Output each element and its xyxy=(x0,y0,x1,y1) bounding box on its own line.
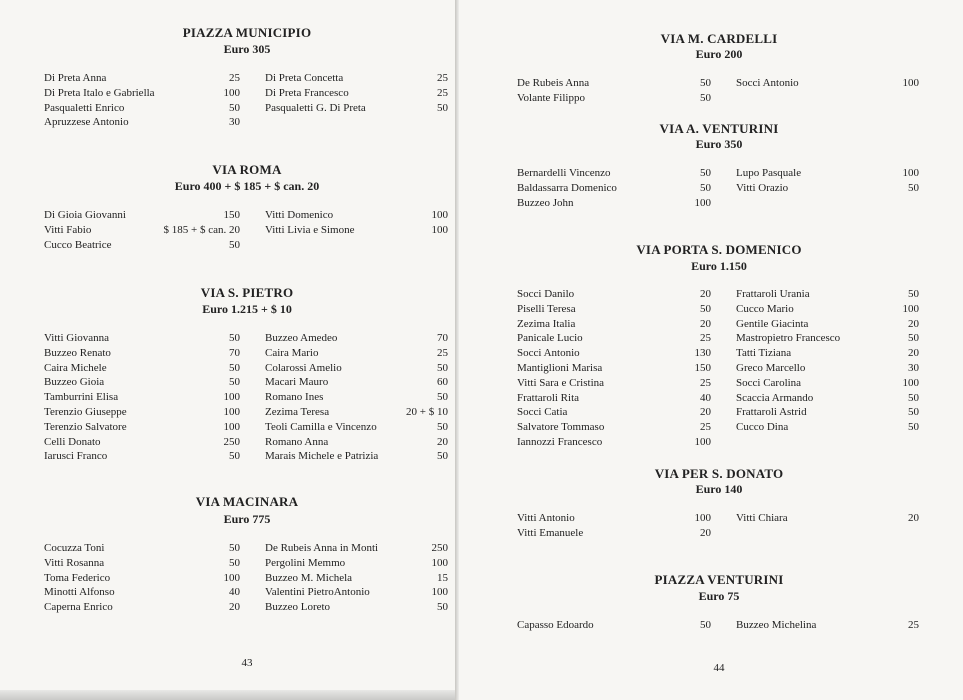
donation-amount: 50 xyxy=(700,91,711,104)
section-total: Euro 1.150 xyxy=(691,259,747,273)
donor-name: Pergolini Memmo xyxy=(265,556,346,569)
donation-amount: 50 xyxy=(229,238,240,251)
donor-name: Tatti Tiziana xyxy=(736,347,792,360)
donor-name: Caperna Enrico xyxy=(44,601,113,614)
donor-name: Vitti Fabio xyxy=(44,223,92,236)
donor-name: Toma Federico xyxy=(44,571,111,584)
donor-name: Cucco Dina xyxy=(736,421,789,434)
donation-amount: 100 xyxy=(431,209,448,221)
section-title: VIA ROMA xyxy=(212,162,282,177)
donation-amount: 100 xyxy=(223,420,240,433)
donor-name: Buzzeo Amedeo xyxy=(265,332,338,344)
donor-name: Gentile Giacinta xyxy=(736,317,809,330)
donation-amount: 25 xyxy=(437,346,448,359)
section-total: Euro 350 xyxy=(695,137,743,151)
donor-name: Vitti Domenico xyxy=(265,209,334,221)
donation-amount: 50 xyxy=(437,391,448,404)
donor-name: Buzzeo Renato xyxy=(44,346,111,359)
donor-name: De Rubeis Anna xyxy=(517,77,590,89)
donation-amount: 30 xyxy=(229,116,240,129)
donation-amount: 50 xyxy=(908,406,919,419)
page-number: 43 xyxy=(241,657,253,669)
donor-name: Cocuzza Toni xyxy=(44,542,105,554)
donation-amount: 250 xyxy=(223,435,240,448)
donor-name: Apruzzese Antonio xyxy=(44,116,129,129)
donation-amount: 20 + $ 10 xyxy=(406,406,448,418)
donation-amount: 15 xyxy=(437,571,448,584)
section-title: VIA PER S. DONATO xyxy=(654,466,784,481)
donation-amount: 50 xyxy=(437,450,448,463)
donor-name: Buzzeo Gioia xyxy=(44,376,105,389)
section-total: Euro 400 + $ 185 + $ can. 20 xyxy=(174,179,320,193)
donation-amount: 130 xyxy=(694,347,711,360)
section-total: Euro 140 xyxy=(695,482,743,496)
donation-amount: 50 xyxy=(700,167,711,179)
donor-name: Di Preta Anna xyxy=(44,72,107,84)
donation-amount: 50 xyxy=(437,601,448,614)
section-total: Euro 200 xyxy=(695,47,743,61)
donation-amount: 50 xyxy=(700,302,711,315)
donation-amount: 20 xyxy=(700,526,711,539)
donor-name: Socci Carolina xyxy=(736,376,802,389)
donation-amount: 50 xyxy=(229,101,240,114)
donor-name: Socci Danilo xyxy=(517,288,575,300)
donation-amount: 50 xyxy=(908,391,919,404)
donor-name: Bernardelli Vincenzo xyxy=(517,167,611,179)
donation-amount: 50 xyxy=(700,619,711,631)
section-title: VIA A. VENTURINI xyxy=(659,121,779,136)
donation-amount: 50 xyxy=(229,332,240,344)
donor-name: Vitti Sara e Cristina xyxy=(517,376,605,389)
donor-name: Vitti Rosanna xyxy=(44,556,105,569)
donation-amount: 40 xyxy=(700,391,711,404)
donation-amount: 100 xyxy=(223,86,240,99)
donor-name: Baldassarra Domenico xyxy=(517,181,617,194)
page-left xyxy=(0,0,455,700)
donation-amount: 50 xyxy=(700,181,711,194)
donor-name: Valentini PietroAntonio xyxy=(265,586,370,599)
donor-name: Cucco Beatrice xyxy=(44,238,112,251)
donor-name: Frattaroli Rita xyxy=(517,391,580,404)
donation-amount: 20 xyxy=(700,406,711,419)
donor-name: Scaccia Armando xyxy=(736,391,814,404)
donation-amount: 20 xyxy=(700,317,711,330)
donation-amount: 25 xyxy=(437,72,448,84)
page-number: 44 xyxy=(713,662,725,674)
donation-amount: 50 xyxy=(908,181,919,194)
donation-amount: 250 xyxy=(431,542,448,554)
section-total: Euro 775 xyxy=(223,512,271,526)
donation-amount: 100 xyxy=(902,376,919,389)
donor-name: Panicale Lucio xyxy=(517,332,583,345)
donor-name: Caira Michele xyxy=(44,361,107,374)
section-total: Euro 1.215 + $ 10 xyxy=(202,302,292,316)
donation-amount: 50 xyxy=(908,421,919,434)
donation-amount: 50 xyxy=(908,332,919,345)
donor-name: Caira Mario xyxy=(265,346,319,359)
donor-name: Volante Filippo xyxy=(517,91,585,104)
donor-name: Frattaroli Astrid xyxy=(736,406,807,419)
donation-amount: 100 xyxy=(902,167,919,179)
donor-name: Lupo Pasquale xyxy=(736,167,802,179)
donor-name: Mantiglioni Marisa xyxy=(517,362,603,374)
donor-name: Romano Anna xyxy=(265,435,329,448)
donation-amount: 100 xyxy=(431,586,448,599)
donation-amount: 25 xyxy=(700,376,711,389)
donation-amount: 20 xyxy=(908,512,919,524)
donation-amount: 100 xyxy=(694,512,711,524)
donation-amount: 20 xyxy=(437,435,448,448)
donation-amount: 20 xyxy=(908,347,919,360)
donor-name: Zezima Teresa xyxy=(265,406,330,418)
section-total: Euro 75 xyxy=(698,589,740,603)
donor-name: Terenzio Salvatore xyxy=(44,420,127,433)
donation-amount: 100 xyxy=(223,406,240,418)
section-title: PIAZZA VENTURINI xyxy=(654,572,784,587)
donation-amount: 25 xyxy=(437,86,448,99)
section-total: Euro 305 xyxy=(223,42,271,56)
donor-name: Vitti Livia e Simone xyxy=(265,223,355,236)
donation-amount: 100 xyxy=(694,436,711,448)
donation-amount: 50 xyxy=(229,361,240,374)
donor-name: Socci Antonio xyxy=(517,347,580,360)
section-title: VIA M. CARDELLI xyxy=(660,31,778,46)
donation-amount: 25 xyxy=(908,619,919,631)
donation-amount: 150 xyxy=(223,209,240,221)
section-title: VIA PORTA S. DOMENICO xyxy=(636,242,802,257)
donor-name: Mastropietro Francesco xyxy=(736,332,841,345)
donor-name: Di Preta Francesco xyxy=(265,86,349,99)
donor-name: Di Preta Italo e Gabriella xyxy=(44,86,155,99)
donation-amount: 50 xyxy=(437,420,448,433)
donation-amount: 25 xyxy=(700,421,711,434)
donor-name: Buzzeo Michelina xyxy=(736,619,817,631)
donation-amount: 70 xyxy=(229,346,240,359)
section-title: VIA S. PIETRO xyxy=(200,285,294,300)
donor-name: Salvatore Tommaso xyxy=(517,421,605,434)
donor-name: Pasqualetti G. Di Preta xyxy=(265,101,366,114)
donor-name: Vitti Giovanna xyxy=(44,332,110,344)
donor-name: Greco Marcello xyxy=(736,362,806,374)
donor-name: De Rubeis Anna in Monti xyxy=(265,542,379,554)
donation-amount: 50 xyxy=(700,77,711,89)
donation-amount: 20 xyxy=(908,317,919,330)
donor-name: Socci Antonio xyxy=(736,77,799,89)
donor-name: Frattaroli Urania xyxy=(736,288,810,300)
section-title: PIAZZA MUNICIPIO xyxy=(182,25,312,40)
donation-amount: 150 xyxy=(694,362,711,374)
donation-amount: 40 xyxy=(229,586,240,599)
donor-name: Teoli Camilla e Vincenzo xyxy=(265,420,377,433)
donation-amount: 100 xyxy=(902,302,919,315)
donation-amount: 100 xyxy=(431,556,448,569)
donation-amount: 70 xyxy=(437,332,448,344)
donor-name: Vitti Orazio xyxy=(736,181,789,194)
donor-name: Pasqualetti Enrico xyxy=(44,101,125,114)
donation-amount: 100 xyxy=(223,571,240,584)
donor-name: Macari Mauro xyxy=(265,376,329,389)
donation-amount: 100 xyxy=(431,223,448,236)
donor-name: Marais Michele e Patrizia xyxy=(265,450,379,463)
donation-amount: 100 xyxy=(694,196,711,209)
donation-amount: 50 xyxy=(437,361,448,374)
donation-amount: 50 xyxy=(437,101,448,114)
section-title: VIA MACINARA xyxy=(195,494,299,509)
donor-name: Di Gioia Giovanni xyxy=(44,209,126,221)
donation-amount: 30 xyxy=(908,362,919,374)
donor-name: Buzzeo M. Michela xyxy=(265,571,353,584)
donor-name: Cucco Mario xyxy=(736,302,794,315)
donation-amount: 100 xyxy=(902,77,919,89)
donor-name: Iannozzi Francesco xyxy=(517,436,603,448)
donor-name: Socci Catia xyxy=(517,406,568,419)
donor-name: Colarossi Amelio xyxy=(265,361,342,374)
donation-amount: 50 xyxy=(229,376,240,389)
donor-name: Vitti Chiara xyxy=(736,512,788,524)
page-right xyxy=(459,0,963,700)
donation-amount: 50 xyxy=(908,288,919,300)
donor-name: Vitti Emanuele xyxy=(517,526,584,539)
donation-amount: 60 xyxy=(437,376,448,389)
donor-name: Iarusci Franco xyxy=(44,450,108,463)
donor-name: Buzzeo Loreto xyxy=(265,601,331,614)
donor-name: Di Preta Concetta xyxy=(265,72,344,84)
donation-amount: 50 xyxy=(229,556,240,569)
donor-name: Piselli Teresa xyxy=(517,302,576,315)
page-bottom-edge xyxy=(0,690,455,700)
donation-amount: 50 xyxy=(229,450,240,463)
donor-name: Vitti Antonio xyxy=(517,512,575,524)
donation-amount: 100 xyxy=(223,391,240,404)
donor-name: Zezima Italia xyxy=(517,317,576,330)
donor-name: Romano Ines xyxy=(265,391,324,404)
donation-amount: 50 xyxy=(229,542,240,554)
donor-name: Buzzeo John xyxy=(517,196,574,209)
donation-amount: 20 xyxy=(229,601,240,614)
donor-name: Tamburrini Elisa xyxy=(44,391,119,404)
donation-amount: 25 xyxy=(700,332,711,345)
donation-amount: 20 xyxy=(700,288,711,300)
donor-name: Celli Donato xyxy=(44,435,101,448)
donation-amount: $ 185 + $ can. 20 xyxy=(163,223,240,236)
donor-name: Terenzio Giuseppe xyxy=(44,406,127,418)
donor-name: Minotti Alfonso xyxy=(44,586,115,599)
donation-amount: 25 xyxy=(229,72,240,84)
donor-name: Capasso Edoardo xyxy=(517,619,594,631)
